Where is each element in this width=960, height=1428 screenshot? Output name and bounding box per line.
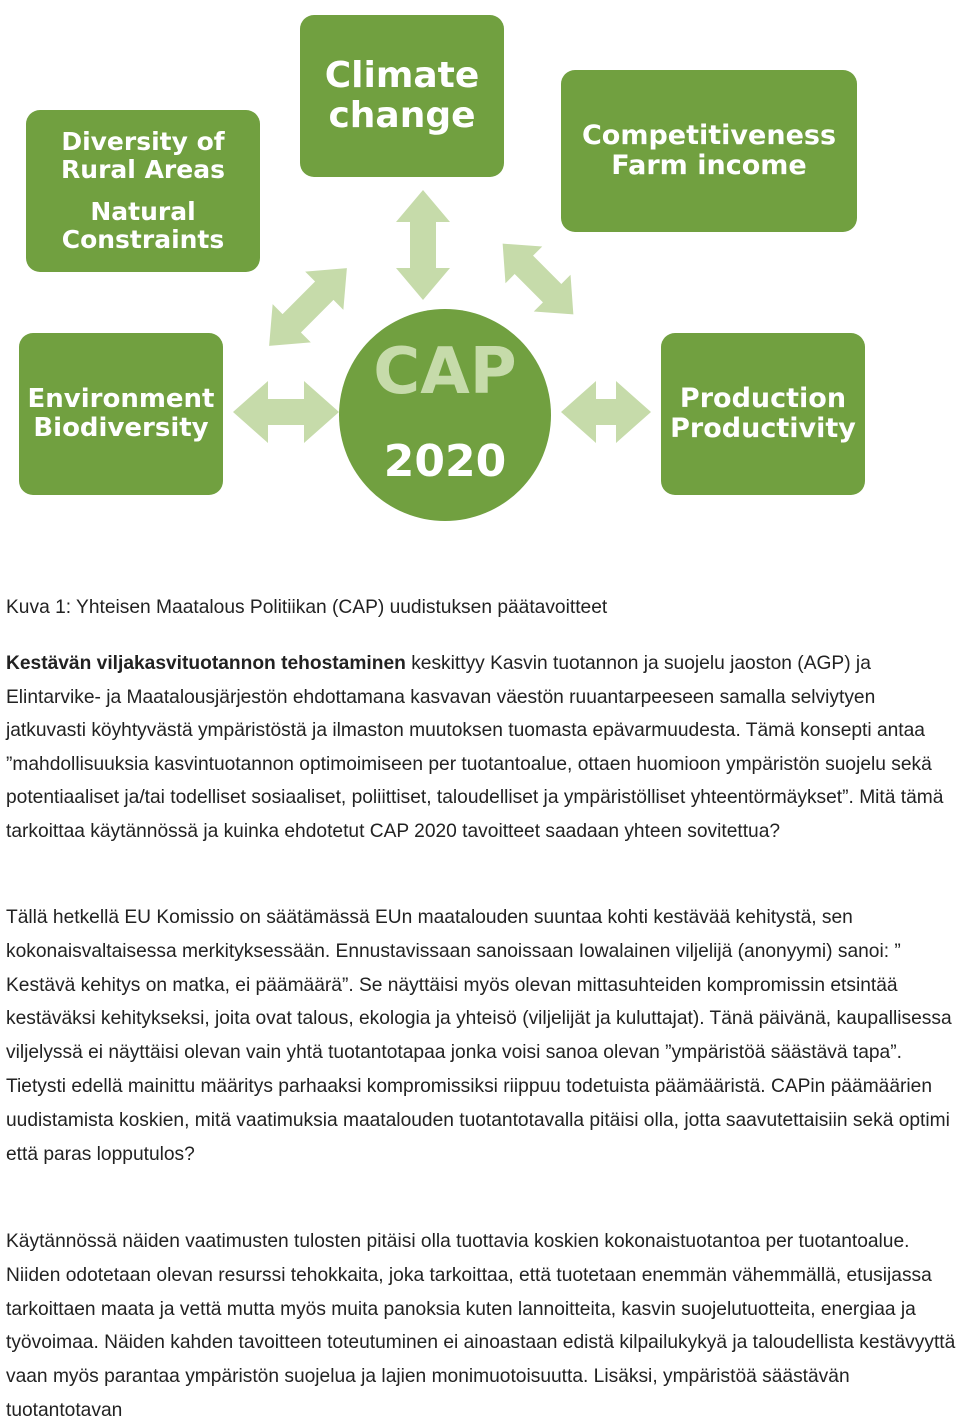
- diversity-box: [26, 110, 260, 272]
- box-line: Biodiversity: [33, 413, 209, 443]
- box-line: Rural Areas: [61, 155, 225, 184]
- cap-year: 2020: [383, 436, 507, 487]
- figure-caption: Kuva 1: Yhteisen Maatalous Politiikan (CAP) uudistuksen päätavoitteet: [6, 597, 608, 618]
- box-line: Competitiveness: [581, 119, 837, 151]
- arrow-competitiveness: [484, 225, 591, 332]
- box-line: Production: [679, 382, 847, 414]
- arrow-climate: [396, 190, 450, 300]
- box-line: Natural: [90, 197, 196, 226]
- climate-change-box: [300, 15, 504, 177]
- cap-diagram: [0, 0, 960, 560]
- competitiveness-box: [561, 70, 857, 232]
- box-line: Productivity: [670, 413, 856, 444]
- box-line: Climate: [324, 54, 480, 96]
- box-line: Farm income: [611, 150, 807, 181]
- arrow-environment: [233, 381, 339, 443]
- paragraph-2: Tällä hetkellä EU Komissio on säätämässä EUn maatalouden suuntaa kohti kestävää kehitystä, sen kokonaisvaltaisessa merkityksessään. Ennustavissaan sanoissaan Iowalainen viljelijä (anonyymi) sanoi: ” Kestävä kehitys on matka, ei päämäärä”. Se näyttäisi myös olevan mittasuhteiden kompromissin etsintää kestäväksi kehitykseksi, joita ovat talous, ekologia ja yhteisö (viljelijät ja kuluttajat). Tänä päivänä, kaupallisessa viljelyssä ei näyttäisi olevan vain yhtä tuotantotapaa jonka voisi sanoa olevan ”ympäristöä säästävä tapa”. Tietysti edellä mainittu määritys parhaaksi kompromissiksi riippuu todetuista päämääristä. CAPin päämäärien uudistamista koskien, mitä vaatimuksia maatalouden tuotantotavalla pitäisi olla, jotta saavutettaisiin sekä optimi että paras lopputulos?: [6, 907, 952, 1165]
- paragraph-1-text: keskittyy Kasvin tuotannon ja suojelu jaoston (AGP) ja Elintarvike- ja Maatalousjärjestön ehdottamana kasvavan väestön ruuantarpeeseen samalla selviytyen jatkuvasti köyhtyvästä ympäristöstä ja ilmaston muutoksen tuomasta epävarmuudesta. Tämä konsepti antaa ”mahdollisuuksia kasvintuotannon optimoimiseen per tuotantoalue, ottaen huomioon ympäristön suojelu sekä potentiaaliset ja/tai todelliset sosiaaliset, poliittiset, taloudelliset ja ympäristölliset yhteentörmäykset”. Mitä tämä tarkoittaa käytännössä ja kuinka ehdotetut CAP 2020 tavoitteet saadaan yhteen sovitettua?: [6, 653, 944, 842]
- box-line: Constraints: [61, 225, 225, 254]
- production-box: [661, 333, 865, 495]
- paragraph-1-bold-lead: Kestävän viljakasvituotannon tehostaminen: [6, 653, 406, 674]
- box-line: Environment: [27, 383, 215, 414]
- box-line: change: [328, 95, 476, 136]
- box-line: Diversity of: [61, 127, 225, 156]
- environment-box: [19, 333, 223, 495]
- cap-title: CAP: [373, 335, 517, 409]
- arrow-production: [561, 381, 651, 443]
- paragraph-1: [6, 647, 958, 849]
- paragraph-3: Käytännössä näiden vaatimusten tulosten pitäisi olla tuottavia koskien kokonaistuotantoa per tuotantoalue. Niiden odotetaan olevan resurssi tehokkaita, joka tarkoittaa, että tuotetaan enemmän vähemmällä, etusijassa tarkoittaen maata ja vettä mutta myös muita panoksia kuten lannoitteita, kasvin suojelutuotteita, energiaa ja työvoimaa. Näiden kahden tavoitteen toteutuminen ei ainoastaan edistä kilpailukykyä ja taloudellista kestävyyttä vaan myös parantaa ympäristön suojelua ja lajien monimuotoisuutta. Lisäksi, ympäristöä säästävän tuotantotavan: [6, 1231, 956, 1421]
